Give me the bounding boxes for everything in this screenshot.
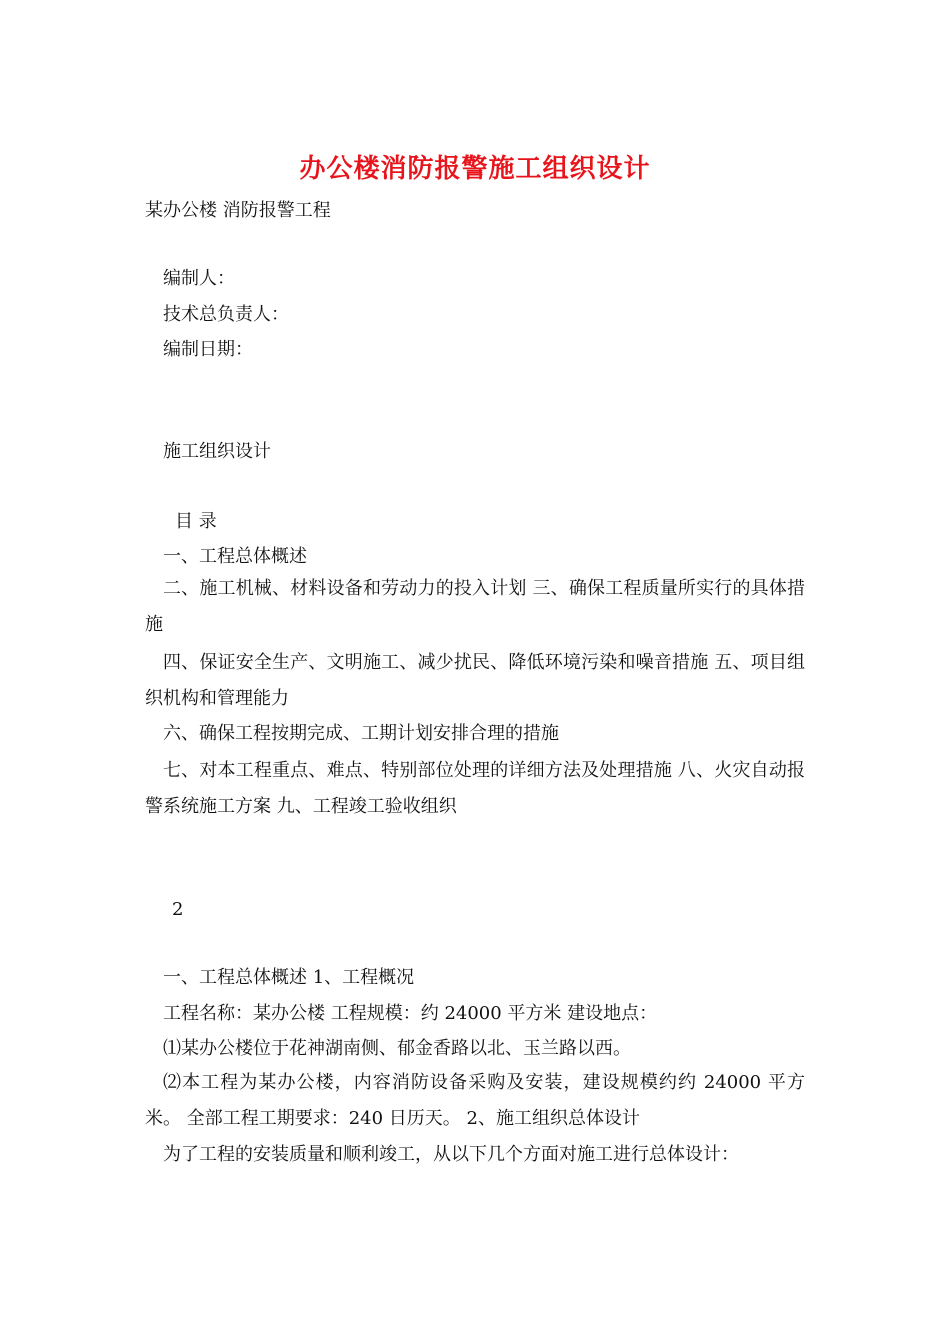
toc-item: 四、保证安全生产、文明施工、减少扰民、降低环境污染和噪音措施 五、项目组织机构和管理能力 [145, 652, 805, 709]
toc-item: 二、施工机械、材料设备和劳动力的投入计划 三、确保工程质量所实行的具体措施 [145, 578, 805, 635]
compiler-label: 编制人： [163, 268, 235, 289]
document-title: 办公楼消防报警施工组织设计 [299, 154, 651, 184]
toc-heading: 目 录 [175, 511, 217, 532]
page-number: 2 [172, 899, 184, 920]
toc-item: 一、工程总体概述 [163, 546, 307, 567]
compile-date-label: 编制日期： [163, 339, 253, 360]
toc-item: 七、对本工程重点、难点、特别部位处理的详细方法及处理措施 八、火灾自动报警系统施工方案 九、工程竣工验收组织 [145, 760, 805, 817]
body-paragraph: ⑵本工程为某办公楼，内容消防设备采购及安装，建设规模约约 24000 平方米。 全部工程工期要求：240 日历天。 2、施工组织总体设计 [145, 1072, 805, 1129]
section-title: 施工组织设计 [163, 441, 271, 462]
tech-lead-label: 技术总负责人： [163, 304, 289, 325]
body-paragraph: ⑴某办公楼位于花神湖南侧、郁金香路以北、玉兰路以西。 [163, 1038, 631, 1059]
body-paragraph: 一、工程总体概述 1、工程概况 [163, 967, 415, 988]
body-paragraph: 为了工程的安装质量和顺利竣工，从以下几个方面对施工进行总体设计： [163, 1144, 739, 1165]
toc-item: 六、确保工程按期完成、工期计划安排合理的措施 [163, 723, 559, 744]
body-paragraph: 工程名称：某办公楼 工程规模：约 24000 平方米 建设地点： [163, 1003, 658, 1024]
project-line: 某办公楼 消防报警工程 [145, 200, 331, 221]
